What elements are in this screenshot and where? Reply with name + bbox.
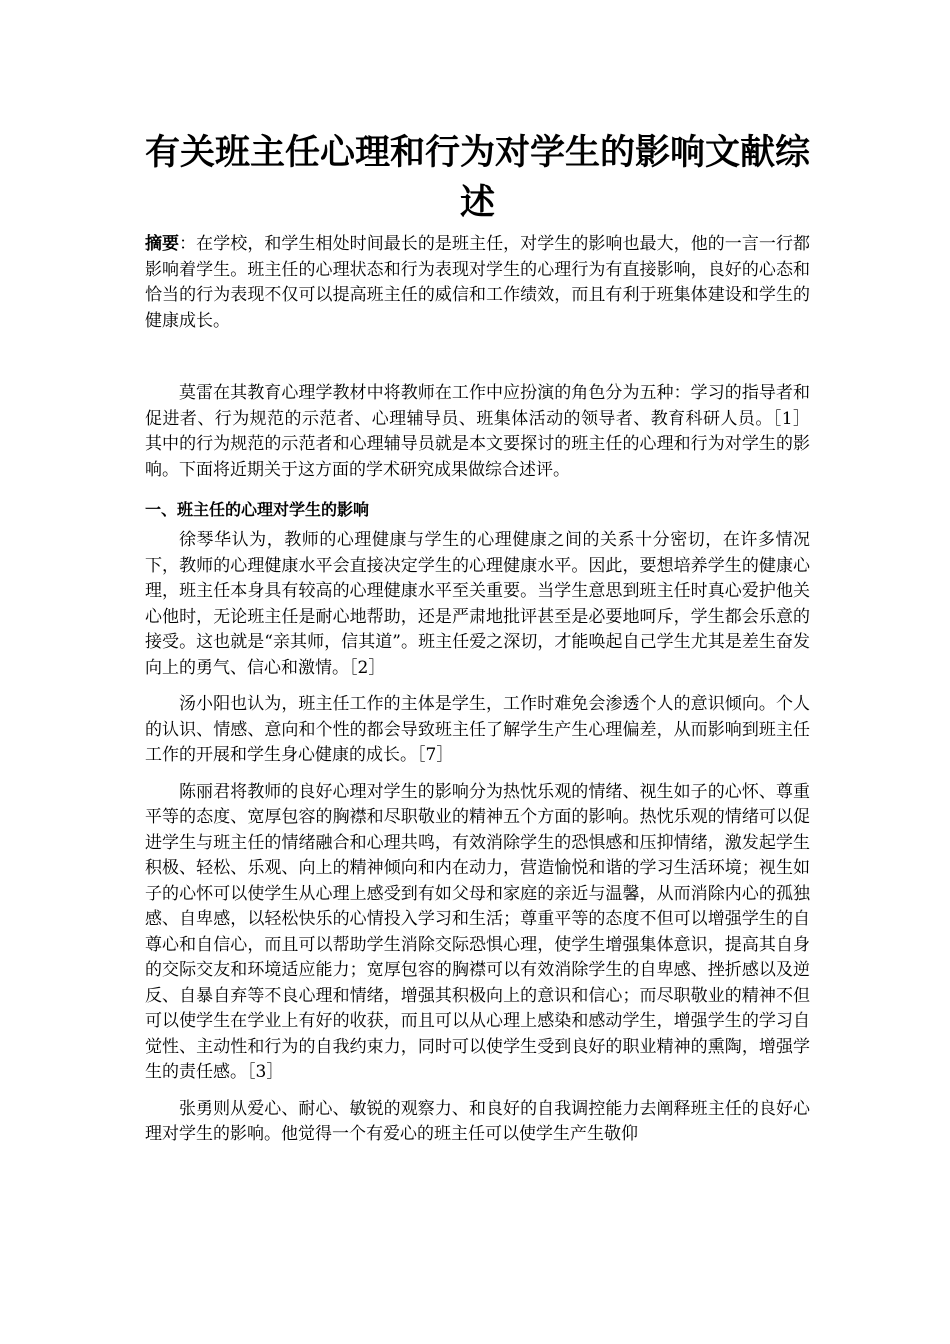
body-paragraph-2: 汤小阳也认为，班主任工作的主体是学生，工作时难免会渗透个人的意识倾向。个人的认识、情感、意向和个性的都会导致班主任了解学生产生心理偏差，从而影响到班主任工作的开展和学生身心健康的成长。［7］ — [145, 694, 810, 765]
section-heading: 一、班主任的心理对学生的影响 — [145, 500, 370, 519]
abstract-text: 在学校，和学生相处时间最长的是班主任，对学生的影响也最大，他的一言一行都影响着学生。班主任的心理状态和行为表现对学生的心理行为有直接影响，良好的心态和恰当的行为表现不仅可以提高班主任的威信和工作绩效，而且有利于班集体建设和学生的健康成长。 — [145, 234, 811, 331]
page-title: 有关班主任心理和行为对学生的影响文献综述 — [145, 133, 811, 223]
abstract-label: 摘要 — [145, 234, 180, 254]
document-body — [145, 128, 810, 1148]
body-paragraph-1: 徐琴华认为，教师的心理健康与学生的心理健康之间的关系十分密切，在许多情况下，教师的心理健康水平会直接决定学生的心理健康水平。因此，要想培养学生的健康心理，班主任本身具有较高的心理健康水平至关重要。当学生意思到班主任时真心爱护他关心他时，无论班主任是耐心地帮助，还是严肃地批评甚至是必要地呵斥，学生都会乐意的接受。这也就是“亲其师，信其道”。班主任爱之深切，才能唤起自己学生尤其是差生奋发向上的勇气、信心和激情。［2］ — [145, 530, 810, 678]
abstract-separator: ： — [179, 234, 197, 254]
body-paragraph-3: 陈丽君将教师的良好心理对学生的影响分为热忱乐观的情绪、视生如子的心怀、尊重平等的态度、宽厚包容的胸襟和尽职敬业的精神五个方面的影响。热忱乐观的情绪可以促进学生与班主任的情绪融合和心理共鸣，有效消除学生的恐惧感和压抑情绪，激发起学生积极、轻松、乐观、向上的精神倾向和内在动力，营造愉悦和谐的学习生活环境；视生如子的心怀可以使学生从心理上感受到有如父母和家庭的亲近与温馨，从而消除内心的孤独感、自卑感，以轻松快乐的心情投入学习和生活；尊重平等的态度不但可以增强学生的自尊心和自信心，而且可以帮助学生消除交际恐惧心理，使学生增强集体意识，提高其自身的交际交友和环境适应能力；宽厚包容的胸襟可以有效消除学生的自卑感、挫折感以及逆反、自暴自弃等不良心理和情绪，增强其积极向上的意识和信心；而尽职敬业的精神不但可以使学生在学业上有好的收获，而且可以从心理上感染和感动学生，增强学生的学习自觉性、主动性和行为的自我约束力，同时可以使学生受到良好的职业精神的熏陶，增强学生的责任感。［3］ — [145, 781, 810, 1082]
abstract — [145, 232, 810, 334]
body-paragraph-4: 张勇则从爱心、耐心、敏锐的观察力、和良好的自我调控能力去阐释班主任的良好心理对学生的影响。他觉得一个有爱心的班主任可以使学生产生敬仰 — [145, 1098, 810, 1144]
intro-paragraph: 莫雷在其教育心理学教材中将教师在工作中应扮演的角色分为五种：学习的指导者和促进者、行为规范的示范者、心理辅导员、班集体活动的领导者、教育科研人员。［1］其中的行为规范的示范者和心理辅导员就是本文要探讨的班主任的心理和行为对学生的影响。下面将近期关于这方面的学术研究成果做综合述评。 — [145, 383, 810, 480]
